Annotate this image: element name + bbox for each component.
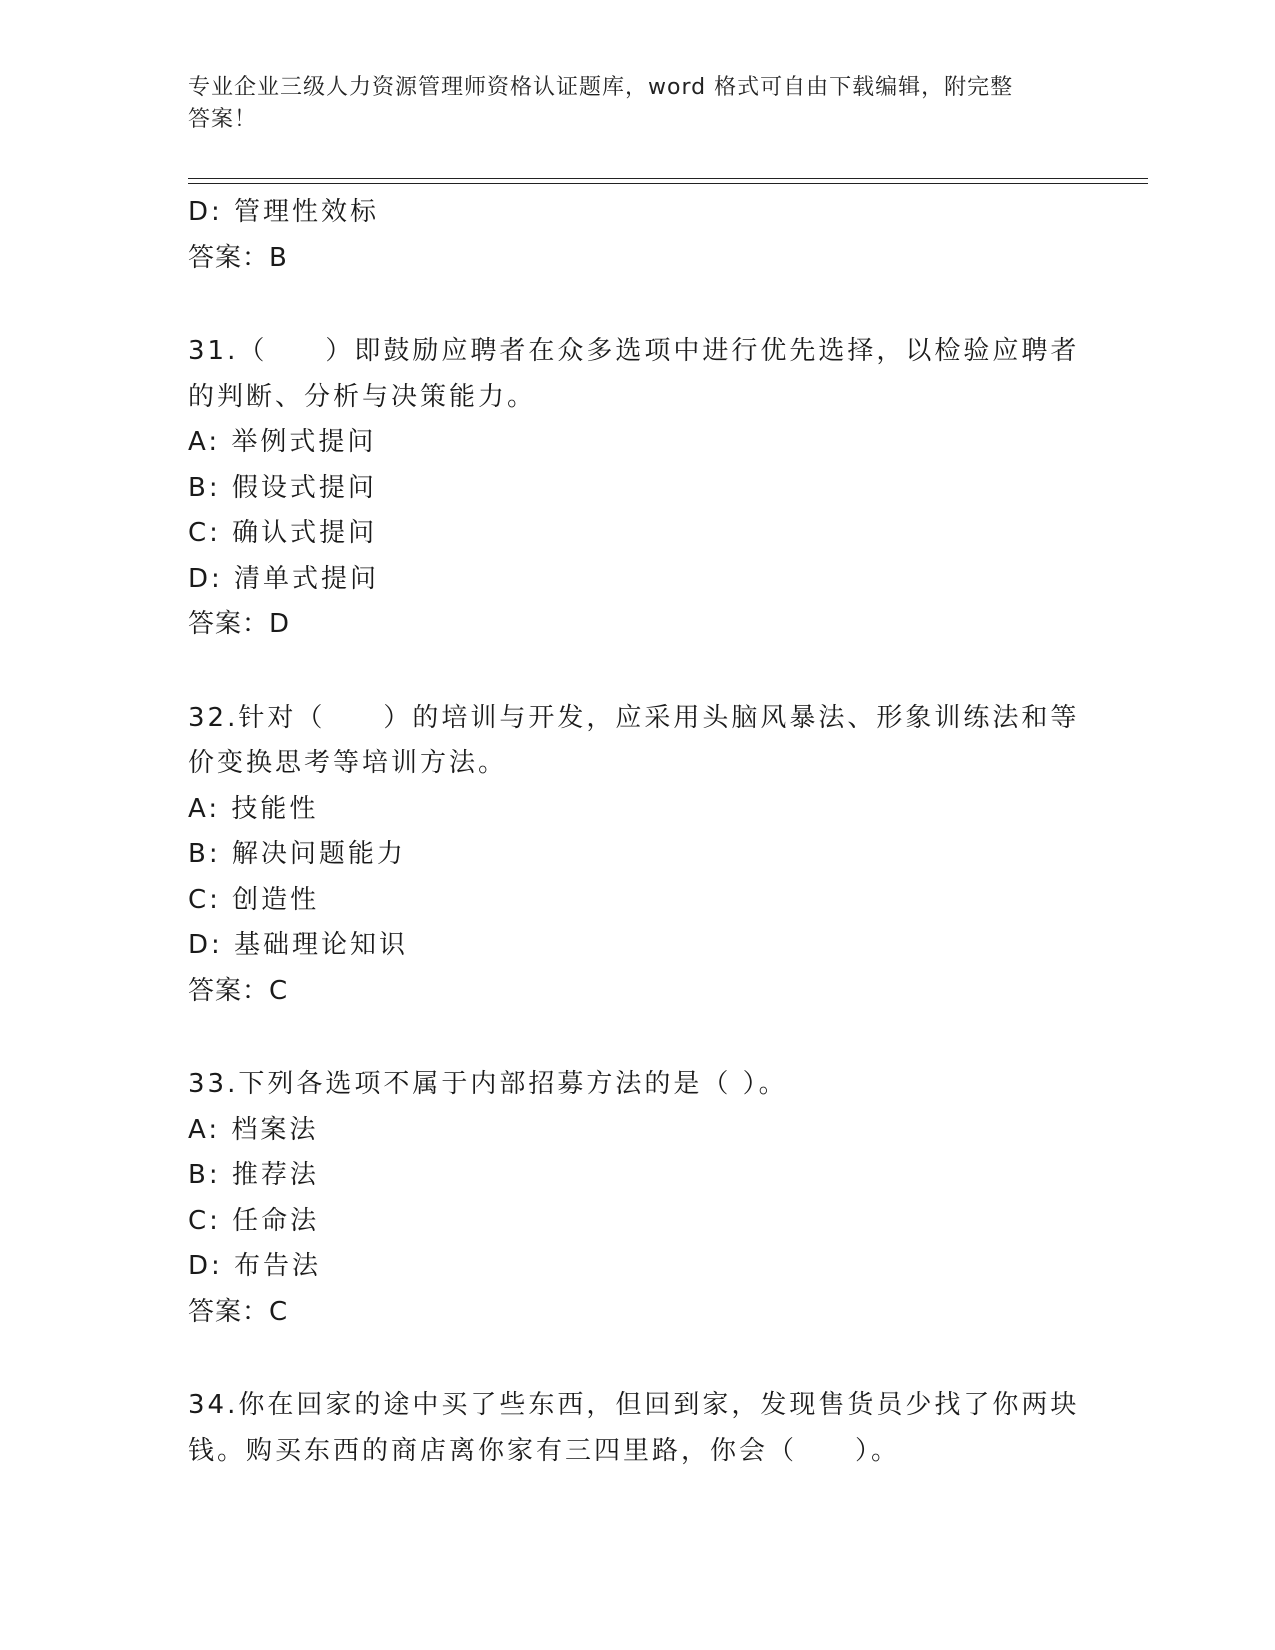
question-33	[188, 1062, 1088, 1335]
question-stem	[188, 329, 1088, 420]
option-c: C: 创造性	[188, 884, 320, 915]
question-31	[188, 329, 1088, 648]
option-d: D: 清单式提问	[188, 563, 380, 594]
option-c: C: 任命法	[188, 1205, 320, 1236]
option-d: D: 管理性效标	[188, 197, 380, 227]
question-stem	[188, 1383, 1088, 1474]
header-rule-top	[188, 178, 1148, 179]
stem-line: 33.下列各选项不属于内部招募方法的是（ ）。	[188, 1069, 788, 1099]
option-a: A: 举例式提问	[188, 427, 377, 457]
question-34	[188, 1383, 1088, 1474]
option-a: A: 档案法	[188, 1114, 319, 1145]
header-line-1: 专业企业三级人力资源管理师资格认证题库，word 格式可自由下载编辑，附完整	[188, 75, 1014, 100]
question-stem	[188, 1062, 1088, 1108]
answer-line: 答案：D	[188, 609, 291, 639]
answer-line: 答案：C	[188, 975, 289, 1006]
stem-line: 32.针对（ ）的培训与开发，应采用头脑风暴法、形象训练法和等	[188, 702, 1080, 733]
answer-line: 答案：B	[188, 242, 288, 273]
question-32	[188, 696, 1088, 1015]
option-c: C: 确认式提问	[188, 518, 378, 548]
stem-line: 的判断、分析与决策能力。	[188, 381, 537, 412]
question-list	[188, 190, 1088, 1474]
option-b: B: 假设式提问	[188, 472, 377, 503]
stem-line: 34.你在回家的途中买了些东西，但回到家，发现售货员少找了你两块	[188, 1390, 1080, 1420]
option-b: B: 解决问题能力	[188, 839, 406, 869]
stem-line: 31.（ ）即鼓励应聘者在众多选项中进行优先选择，以检验应聘者	[188, 336, 1080, 366]
header-line-2: 答案！	[188, 107, 258, 132]
option-b: B: 推荐法	[188, 1160, 319, 1190]
stem-line: 价变换思考等培训方法。	[188, 748, 508, 778]
stem-line: 钱。购买东西的商店离你家有三四里路，你会（ ）。	[188, 1435, 901, 1466]
question-30-tail	[188, 190, 1088, 281]
page-header	[188, 72, 1068, 136]
option-d: D: 基础理论知识	[188, 930, 409, 960]
header-rule-bottom	[188, 183, 1148, 184]
question-stem	[188, 696, 1088, 787]
option-a: A: 技能性	[188, 793, 319, 824]
answer-line: 答案：C	[188, 1296, 289, 1327]
option-d: D: 布告法	[188, 1251, 322, 1281]
